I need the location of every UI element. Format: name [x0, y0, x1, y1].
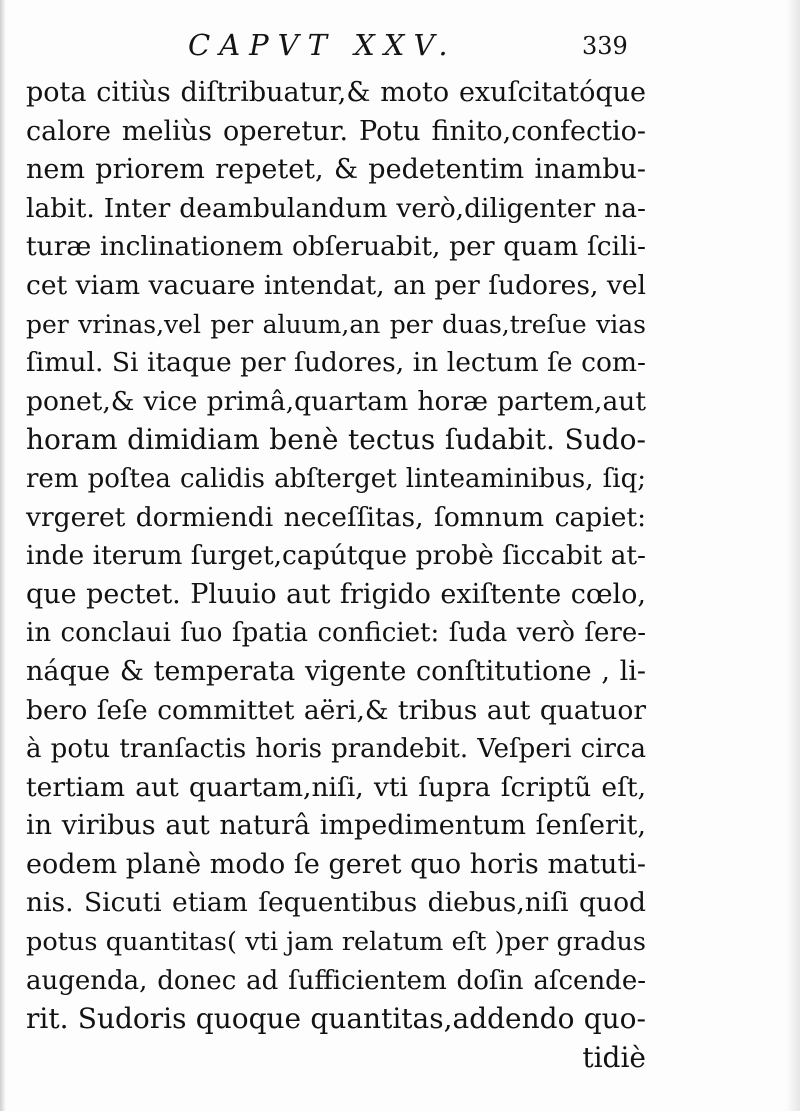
- text-line: inde iterum ſurget,capútque probè ſiccabit at-: [26, 540, 646, 572]
- text-line: eodem planè modo ſe geret quo horis matuti-: [26, 848, 646, 880]
- page-left-edge: [0, 0, 6, 1111]
- text-line: bero ſeſe committet aëri,& tribus aut quatuor: [26, 694, 646, 726]
- text-line: rem poſtea calidis abſterget linteaminibus, ſiq;: [26, 463, 646, 494]
- text-line: que pectet. Pluuio aut frigido exiſtente cœlo,: [26, 578, 646, 610]
- running-title: CAPVT XXV.: [188, 28, 457, 62]
- text-line: per vrinas,vel per aluum,an per duas,treſue vias: [26, 309, 646, 339]
- text-line: cet viam vacuare intendat, an per ſudores, vel: [26, 269, 646, 301]
- text-line: in conclaui ſuo ſpatia conficiet: ſuda verò ſere-: [26, 618, 646, 649]
- text-line: nem priorem repetet, & pedetentim inambu-: [26, 154, 646, 186]
- text-line: ſimul. Si itaque per ſudores, in lectum ſe com-: [26, 347, 646, 379]
- text-line: in viribus aut naturâ impedimentum ſenſerit,: [26, 810, 646, 842]
- body-text: [26, 74, 646, 1077]
- text-line: turæ inclinationem obſeruabit, per quam ſcili-: [26, 231, 646, 263]
- text-line: augenda, donec ad ſufficientem doſin aſcende-: [26, 965, 646, 996]
- text-line: náque & temperata vigente conſtitutione , li-: [26, 655, 646, 687]
- text-line: vrgeret dormiendi neceſſitas, ſomnum capiet:: [26, 501, 646, 533]
- text-line: à potu tranſactis horis prandebit. Veſperi circa: [26, 734, 646, 765]
- text-line: rit. Sudoris quoque quantitas,addendo quo-: [26, 1002, 646, 1036]
- text-line: labit. Inter deambulandum verò,diligenter na-: [26, 192, 646, 224]
- page-number: 339: [582, 32, 628, 60]
- text-line: potus quantitas( vti jam relatum eſt )per gradus: [26, 927, 646, 958]
- text-line: pota citiùs diſtribuatur,& moto exuſcitatóque: [26, 77, 646, 108]
- text-line: horam dimidiam benè tectus ſudabit. Sudo-: [26, 423, 646, 457]
- page-header: [188, 28, 628, 68]
- page-right-edge: [786, 0, 800, 1111]
- text-line: tertiam aut quartam,niſi, vti ſupra ſcriptũ eſt,: [26, 771, 646, 803]
- catchword: tidiè: [582, 1040, 646, 1074]
- text-line: calore meliùs operetur. Potu finito,confectio-: [26, 115, 646, 147]
- text-line: ponet,& vice primâ,quartam horæ partem,aut: [26, 385, 646, 417]
- text-line: nis. Sicuti etiam ſequentibus diebus,niſi quod: [26, 887, 646, 919]
